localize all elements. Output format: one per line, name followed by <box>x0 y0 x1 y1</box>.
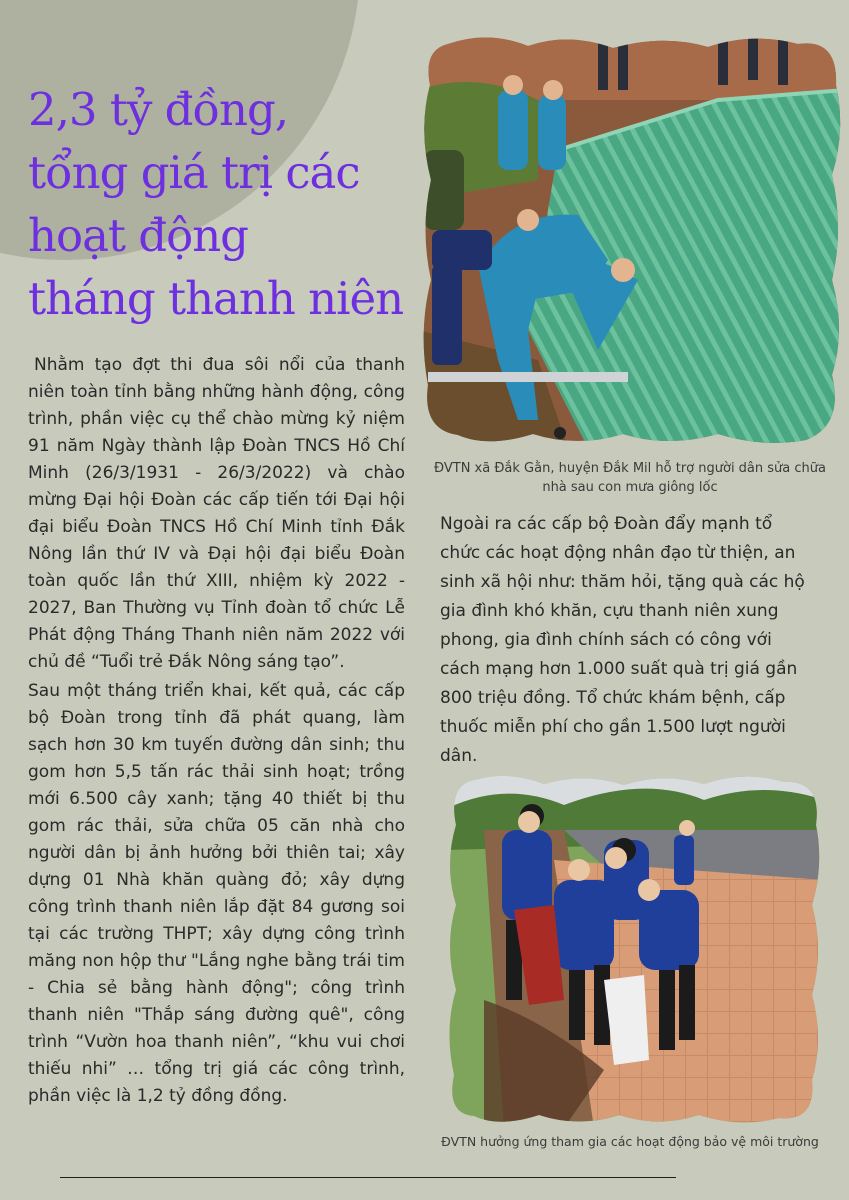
photo-caption-top: ĐVTN xã Đắk Gằn, huyện Đắk Mil hỗ trợ người dân sửa chữa nhà sau con mưa giông lốc <box>434 461 826 495</box>
environment-cleanup-photo <box>444 770 824 1128</box>
article-paragraph: Sau một tháng triển khai, kết quả, các cấp bộ Đoàn trong tỉnh đã phát quang, làm sạch hơn 30 km tuyến đường dân sinh; thu gom hơn 5,5 tấn rác thải sinh hoạt; trồng mới 6.500 cây xanh; tặng 40 thiết bị thu gom rác thải, sửa chữa 05 căn nhà cho người dân bị ảnh hưởng bởi thiên tai; xây dựng 01 Nhà khăn quàng đỏ; xây dựng công trình thanh niên lắp đặt 84 gương soi tại các trường THPT; xây dựng công trình măng non hộp thư "Lắng nghe bằng trái tim - Chia sẻ bằng hành động"; công trình thanh niên "Thắp sáng đường quê", công trình “Vườn hoa thanh niên”, “khu vui chơi thiếu nhi” … tổng trị giá các công trình, phần việc là 1,2 tỷ đồng đồng. <box>28 681 405 1106</box>
headline-line: tổng giá trị các <box>28 146 360 199</box>
article-right-column: Ngoài ra các cấp bộ Đoàn đẩy mạnh tổ chức các hoạt động nhân đạo từ thiện, an sinh xã hội như: thăm hỏi, tặng quà các hộ gia đình khó khăn, cựu thanh niên xung phong, gia đình chính sách có công với cách mạng hơn 1.000 suất quà trị giá gần 800 triệu đồng. Tổ chức khám bệnh, cấp thuốc miễn phí cho gần 1.500 lượt người dân. <box>440 514 805 766</box>
article-left-column <box>28 352 405 1110</box>
headline-line: 2,3 tỷ đồng, <box>28 83 289 136</box>
footer-divider <box>60 1177 676 1178</box>
roof-repair-photo <box>418 30 846 448</box>
headline <box>28 78 428 330</box>
headline-line: tháng thanh niên <box>28 272 404 325</box>
photo-caption-bottom: ĐVTN hưởng ứng tham gia các hoạt động bảo vệ môi trường <box>441 1134 819 1149</box>
headline-line: hoạt động <box>28 209 248 262</box>
article-paragraph: Nhằm tạo đợt thi đua sôi nổi của thanh niên toàn tỉnh bằng những hành động, công trình, phần việc cụ thể chào mừng kỷ niệm 91 năm Ngày thành lập Đoàn TNCS Hồ Chí Minh (26/3/1931 - 26/3/2022) và chào mừng Đại hội Đoàn các cấp tiến tới Đại hội đại biểu Đoàn TNCS Hồ Chí Minh tỉnh Đắk Nông lần thứ IV và Đại hội đại biểu Đoàn toàn quốc lần thứ XIII, nhiệm kỳ 2022 - 2027, Ban Thường vụ Tỉnh đoàn tổ chức Lễ Phát động Tháng Thanh niên năm 2022 với chủ đề “Tuổi trẻ Đắk Nông sáng tạo”. <box>28 355 405 672</box>
